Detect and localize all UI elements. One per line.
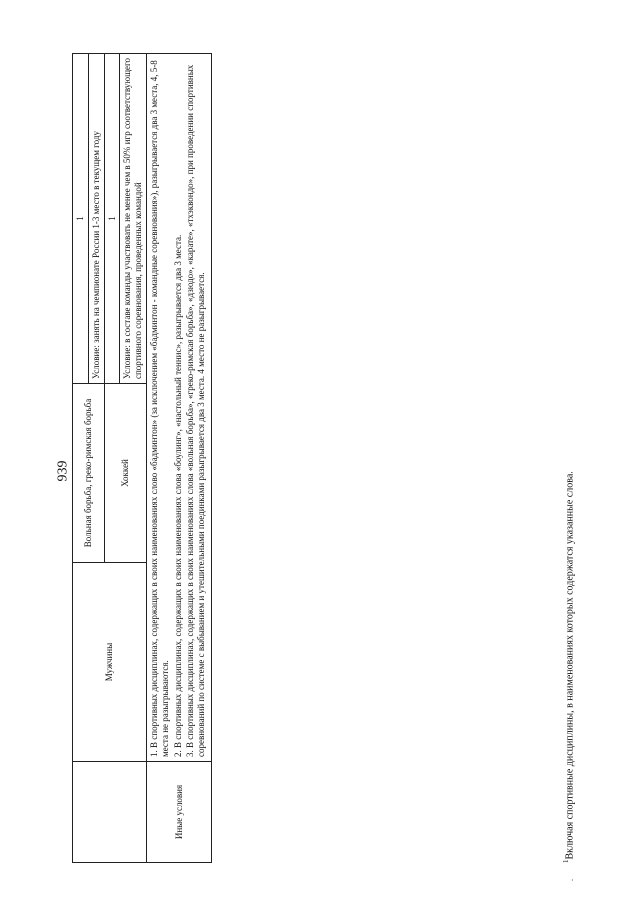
corner-mark: · [571,876,574,885]
condition-hockey: Условие: в составе команды участвовать не менее чем в 50% игр соответствующего спортивного соревнования, проведенных командой [120,54,147,384]
table-row [146,54,211,863]
norms-table [72,53,212,863]
note-1: 1. В спортивных дисциплинах, содержащих в своих наименованиях слово «бадминтон» (за исключением «бадминтон - командные соревнования»), разыгрывается два 3 места, 4, 5-8 места не разыгрываются. [148,60,170,757]
footnote [562,323,575,863]
footnote-text: Включая спортивные дисциплины, в наименованиях которых содержатся указанные слова. [564,471,576,860]
discipline-wrestling: Вольная борьба, греко-римская борьба [73,384,105,563]
footnote-marker: 1 [562,859,570,863]
gender-cell: Мужчины [73,563,147,762]
discipline-hockey: Хоккей [104,384,146,563]
value-hockey: 1 [104,54,120,384]
other-conditions-label: Иные условия [146,762,211,863]
rotated-table-container [72,53,252,863]
other-conditions-notes [146,54,211,762]
category-cell [73,762,147,863]
note-2: 2. В спортивных дисциплинах, содержащих в своих наименованиях слова «боулинг», «настольный теннис», разыгрывается два 3 места. [172,234,183,757]
table-row [73,54,89,863]
page-number: 939 [55,460,71,482]
value-wrestling: 1 [73,54,89,384]
condition-wrestling: Условие: занять на чемпионате России 1-3 место в текущем году [88,54,104,384]
note-3: 3. В спортивных дисциплинах, содержащих в своих наименованиях слова «вольная борьба», «греко-римская борьба», «дзюдо», «карате», «тхэквондо», при проведении спортивных соревнований по системе с выбыванием и утешительными поединками разыгрывается два 3 места. 4 место не разыгрывается. [185,64,207,757]
